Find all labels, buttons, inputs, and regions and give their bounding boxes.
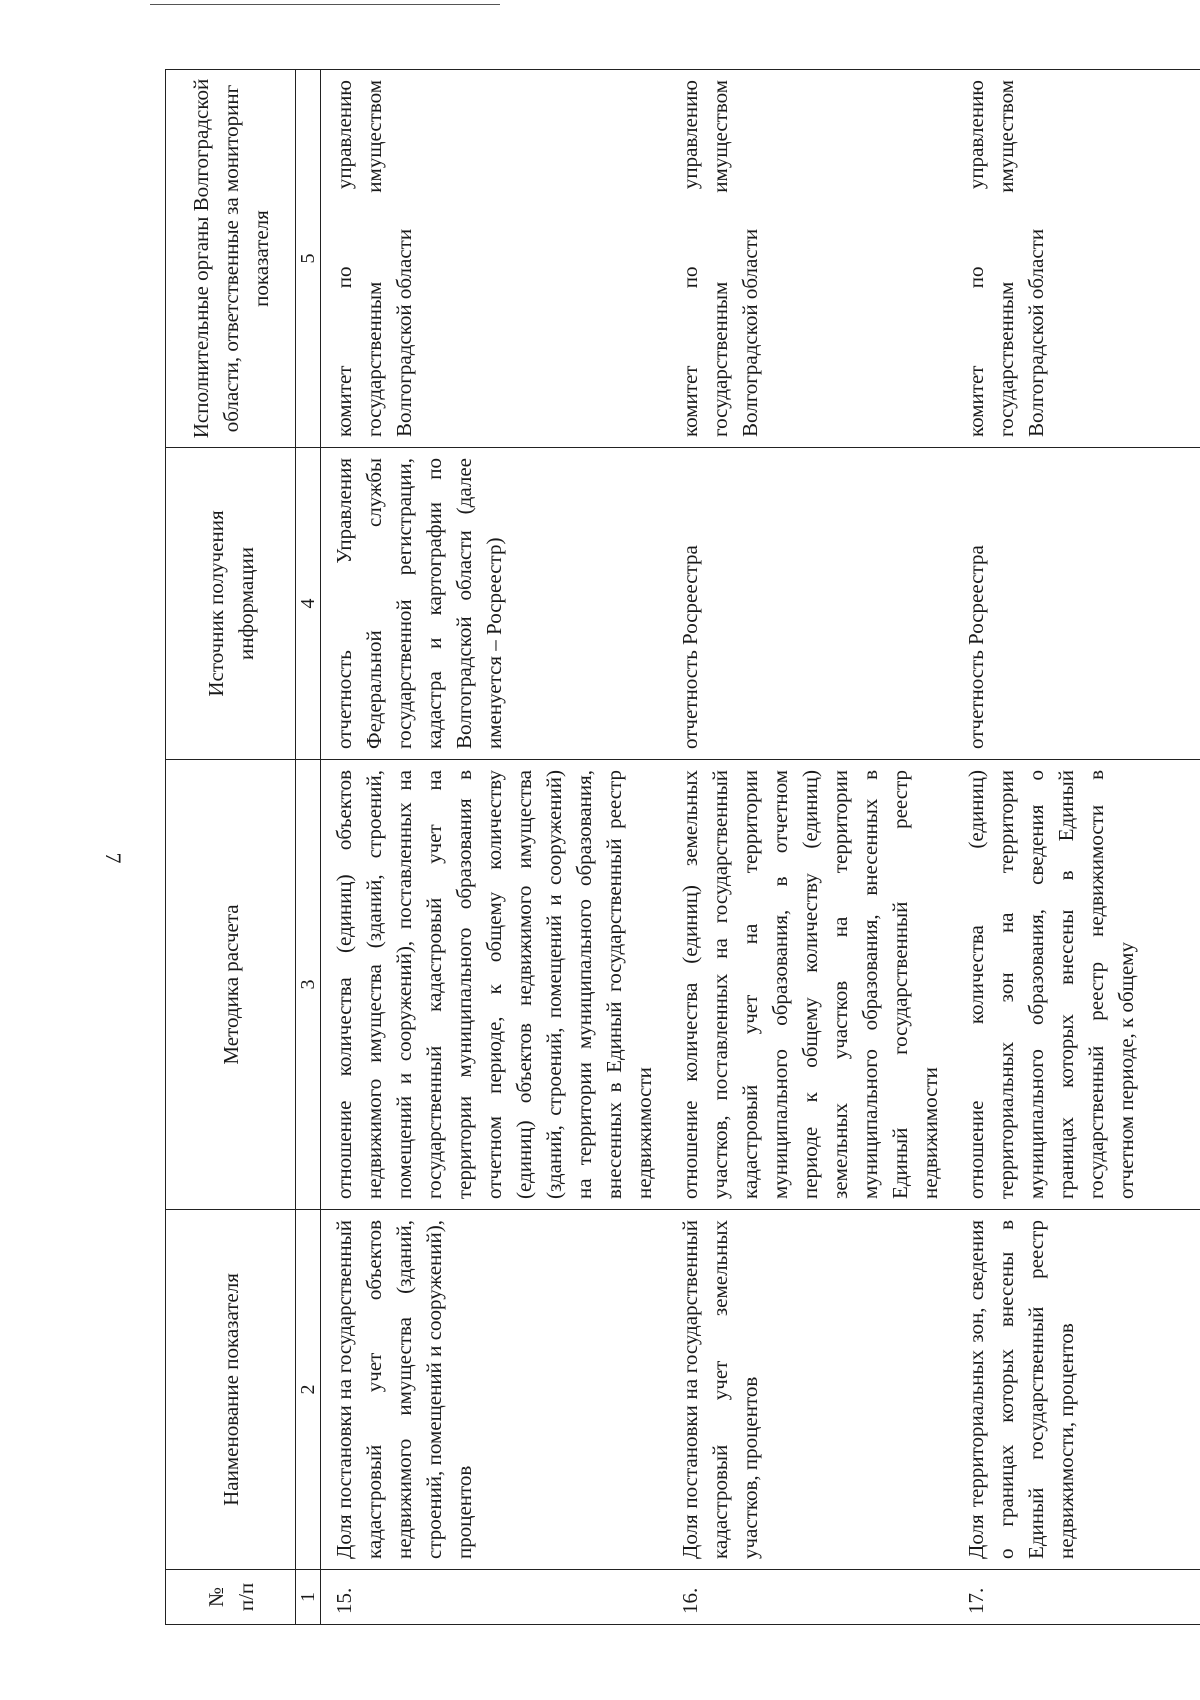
row-method: отношение количества (единиц) объектов недвижимого имущества (зданий, строений, помещений и сооружений), поставленных на государственный кадастровый учет на территории муниципального образования в отчетном периоде, к общему количеству (единиц) объектов недвижимого имущества (зданий, строений, помещений и сооружений) на территории муниципального образования, внесенных в Единый государственный реестр недвижимости [321,760,668,1210]
column-number: 3 [296,760,321,1210]
table-row [953,70,1200,1625]
row-method: отношение количества (единиц) земельных участков, поставленных на государственный кадастровый учет на территории муниципального образования, в отчетном периоде к общему количеству (единиц) земельных участков на территории муниципального образования, внесенных в Единый государственный реестр недвижимости [667,760,953,1210]
row-responsible: комитет по управлению государственным имуществом Волгоградской области [321,70,668,448]
column-number: 1 [296,1570,321,1625]
row-indicator-name: Доля постановки на государственный кадастровый учет объектов недвижимого имущества (зданий, строений, помещений и сооружений), процентов [321,1210,668,1570]
header-responsible: Исполнительные органы Волгоградской области, ответственные за мониторинг показателя [166,70,296,448]
page-number: 7 [101,852,126,864]
row-method: отношение количества (единиц) территориальных зон на территории муниципального образования, сведения о границах которых внесены в Единый государственный реестр недвижимости в отчетном периоде, к общему [953,760,1200,1210]
table-row [667,70,953,1625]
row-source: отчетность Росреестра [953,448,1200,760]
header-method: Методика расчета [166,760,296,1210]
table-row [321,70,668,1625]
header-source: Источник получения информации [166,448,296,760]
row-indicator-name: Доля территориальных зон, сведения о границах которых внесены в Единый государственный реестр недвижимости, процентов [953,1210,1200,1570]
header-name: Наименование показателя [166,1210,296,1570]
column-number: 4 [296,448,321,760]
row-responsible: комитет по управлению государственным имуществом Волгоградской области [667,70,953,448]
row-source: отчетность Управления Федеральной службы государственной регистрации, кадастра и картографии по Волгоградской области (далее именуется – Росреестр) [321,448,668,760]
header-row [166,70,296,1625]
scan-edge-line [150,4,500,5]
row-num: 17. [953,1570,1200,1625]
row-num: 16. [667,1570,953,1625]
row-responsible: комитет по управлению государственным имуществом Волгоградской области [953,70,1200,448]
row-indicator-name: Доля постановки на государственный кадастровый учет земельных участков, процентов [667,1210,953,1570]
column-number: 2 [296,1210,321,1570]
indicator-table [165,69,1200,1625]
column-number: 5 [296,70,321,448]
rotated-document [165,70,1200,1625]
header-num: № п/п [166,1570,296,1625]
row-source: отчетность Росреестра [667,448,953,760]
row-num: 15. [321,1570,668,1625]
column-number-row [296,70,321,1625]
